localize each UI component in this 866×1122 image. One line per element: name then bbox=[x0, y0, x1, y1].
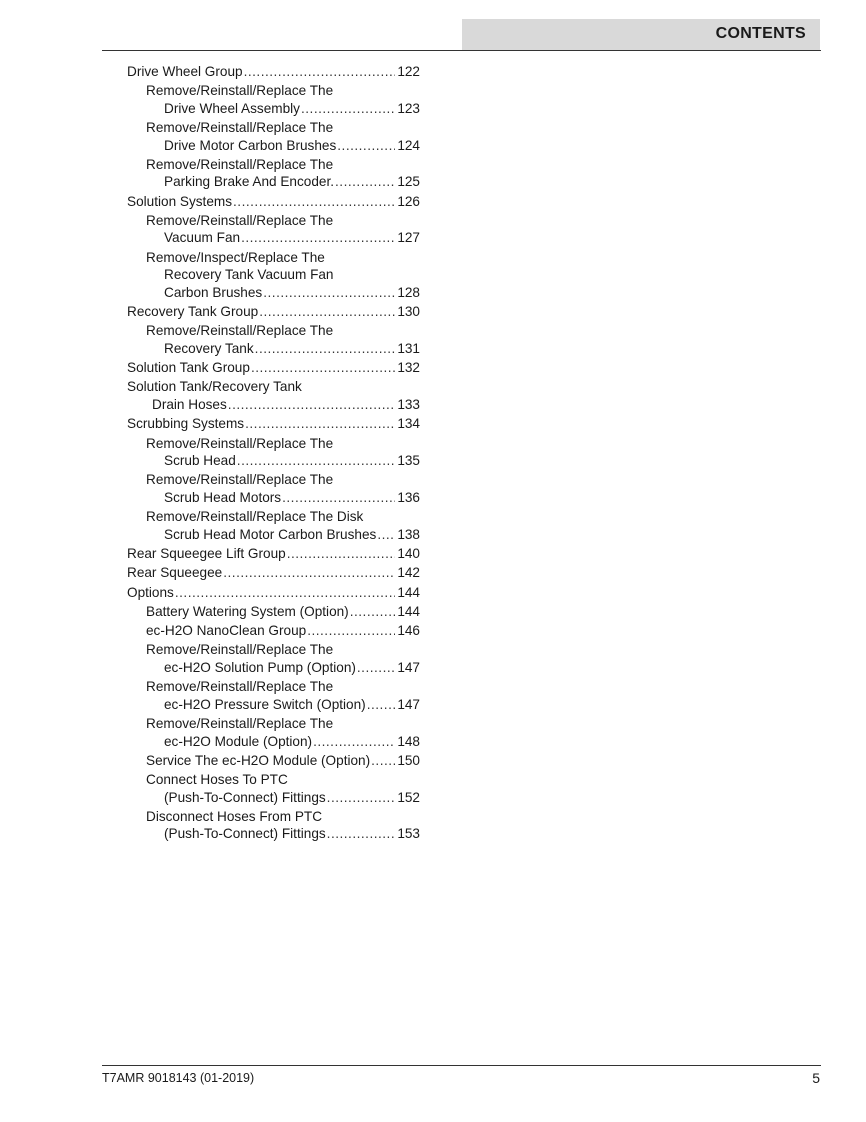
toc-page-number: 122 bbox=[397, 64, 420, 79]
toc-entry-text bbox=[146, 508, 420, 543]
dot-leader bbox=[350, 603, 396, 621]
toc-entry[interactable] bbox=[127, 622, 420, 640]
toc-entry-text bbox=[146, 641, 420, 676]
toc-entry-line: Connect Hoses To PTC bbox=[146, 772, 288, 788]
toc-entry[interactable] bbox=[127, 119, 420, 154]
toc-entry-line: (Push-To-Connect) Fittings bbox=[164, 826, 326, 842]
toc-entry-line: Remove/Inspect/Replace The bbox=[146, 249, 325, 265]
toc-page-number: 127 bbox=[397, 230, 420, 246]
toc-entry-text bbox=[146, 752, 420, 770]
header-divider bbox=[102, 50, 821, 51]
dot-leader bbox=[263, 284, 395, 302]
toc-page-number: 144 bbox=[397, 603, 420, 619]
toc-entry-text bbox=[127, 63, 420, 81]
toc-entry[interactable] bbox=[127, 82, 420, 117]
table-of-contents bbox=[127, 63, 420, 845]
toc-page-number: 133 bbox=[397, 396, 420, 412]
toc-page-number: 140 bbox=[397, 545, 420, 561]
toc-entry-line: ec-H2O Pressure Switch (Option) bbox=[164, 696, 366, 712]
dot-leader bbox=[327, 789, 396, 807]
toc-entry-line: Scrubbing Systems bbox=[127, 416, 245, 432]
toc-entry[interactable] bbox=[127, 435, 420, 470]
toc-entry-line: ec-H2O Solution Pump (Option) bbox=[164, 659, 356, 675]
toc-entry[interactable] bbox=[127, 303, 420, 321]
toc-entry-text bbox=[127, 193, 420, 211]
dot-leader bbox=[244, 63, 396, 81]
dot-leader bbox=[255, 340, 396, 358]
toc-entry[interactable] bbox=[127, 359, 420, 377]
toc-entry[interactable] bbox=[127, 249, 420, 302]
toc-entry-line: Remove/Reinstall/Replace The bbox=[146, 435, 334, 451]
toc-entry-line: Recovery Tank Group bbox=[127, 304, 259, 320]
toc-page-number: 123 bbox=[397, 100, 420, 116]
dot-leader bbox=[233, 193, 395, 211]
toc-page-number: 128 bbox=[397, 284, 420, 300]
toc-entry[interactable] bbox=[127, 752, 420, 770]
toc-entry-line: Scrub Head Motor Carbon Brushes bbox=[164, 526, 377, 542]
toc-entry[interactable] bbox=[127, 193, 420, 211]
header-tab bbox=[462, 19, 820, 50]
toc-entry-line: Remove/Reinstall/Replace The bbox=[146, 212, 334, 228]
toc-entry[interactable] bbox=[127, 678, 420, 713]
toc-entry-text bbox=[146, 622, 420, 640]
toc-entry-text bbox=[146, 212, 420, 247]
toc-entry-line: Scrub Head Motors bbox=[164, 489, 282, 505]
toc-page-number: 144 bbox=[397, 584, 420, 600]
dot-leader bbox=[241, 229, 395, 247]
toc-entry[interactable] bbox=[127, 471, 420, 506]
toc-entry[interactable] bbox=[127, 603, 420, 621]
toc-entry-text bbox=[146, 715, 420, 750]
toc-entry-text bbox=[127, 378, 420, 413]
toc-entry-line: Drive Motor Carbon Brushes bbox=[164, 137, 337, 153]
dot-leader bbox=[228, 396, 396, 414]
toc-entry-text bbox=[127, 359, 420, 377]
toc-entry[interactable] bbox=[127, 156, 420, 191]
toc-entry-text bbox=[146, 435, 420, 470]
toc-entry[interactable] bbox=[127, 545, 420, 563]
dot-leader bbox=[337, 137, 395, 155]
dot-leader bbox=[175, 584, 395, 602]
toc-entry-line: Remove/Reinstall/Replace The bbox=[146, 156, 334, 172]
toc-entry-line: Remove/Reinstall/Replace The bbox=[146, 472, 334, 488]
toc-entry-line: Disconnect Hoses From PTC bbox=[146, 808, 323, 824]
toc-entry-line: Vacuum Fan bbox=[164, 230, 241, 246]
dot-leader bbox=[307, 622, 395, 640]
toc-page-number: 134 bbox=[397, 416, 420, 432]
toc-entry-line: Parking Brake And Encoder. bbox=[164, 174, 335, 190]
toc-entry-line: Remove/Reinstall/Replace The bbox=[146, 83, 334, 99]
toc-entry-line: (Push-To-Connect) Fittings bbox=[164, 789, 326, 805]
toc-entry-text bbox=[146, 322, 420, 357]
toc-entry-line: Rear Squeegee bbox=[127, 565, 223, 581]
toc-entry-line: Recovery Tank Vacuum Fan bbox=[164, 267, 334, 283]
dot-leader bbox=[223, 564, 395, 582]
toc-entry-line: Remove/Reinstall/Replace The Disk bbox=[146, 509, 364, 525]
toc-page-number: 152 bbox=[397, 789, 420, 805]
toc-entry[interactable] bbox=[127, 584, 420, 602]
toc-entry-text bbox=[146, 471, 420, 506]
toc-entry-line: Scrub Head bbox=[164, 453, 236, 469]
toc-entry-line: Remove/Reinstall/Replace The bbox=[146, 120, 334, 136]
toc-entry[interactable] bbox=[127, 508, 420, 543]
toc-page-number: 136 bbox=[397, 489, 420, 505]
toc-page-number: 138 bbox=[397, 526, 420, 542]
dot-leader bbox=[371, 752, 395, 770]
dot-leader bbox=[335, 173, 395, 191]
toc-entry-line: Drive Wheel Assembly bbox=[164, 100, 300, 116]
toc-entry-text bbox=[146, 678, 420, 713]
toc-entry-line: Remove/Reinstall/Replace The bbox=[146, 642, 334, 658]
dot-leader bbox=[313, 733, 395, 751]
toc-entry[interactable] bbox=[127, 63, 420, 81]
toc-page-number: 150 bbox=[397, 752, 420, 768]
toc-entry-text bbox=[127, 564, 420, 582]
dot-leader bbox=[357, 659, 395, 677]
toc-entry-text bbox=[127, 545, 420, 563]
toc-entry-text bbox=[127, 303, 420, 321]
toc-entry-line: ec-H2O NanoClean Group bbox=[146, 623, 307, 639]
toc-page-number: 147 bbox=[397, 659, 420, 675]
dot-leader bbox=[301, 100, 395, 118]
toc-entry-line: Recovery Tank bbox=[164, 340, 254, 356]
toc-entry-text bbox=[146, 603, 420, 621]
toc-entry-line: Battery Watering System (Option) bbox=[146, 603, 349, 619]
toc-entry[interactable] bbox=[127, 564, 420, 582]
toc-entry-line: Service The ec-H2O Module (Option) bbox=[146, 752, 371, 768]
toc-page-number: 125 bbox=[397, 174, 420, 190]
toc-entry-line: Remove/Reinstall/Replace The bbox=[146, 323, 334, 339]
dot-leader bbox=[245, 415, 395, 433]
dot-leader bbox=[377, 526, 395, 544]
toc-entry-text bbox=[127, 415, 420, 433]
toc-entry[interactable] bbox=[127, 808, 420, 843]
toc-page-number: 126 bbox=[397, 193, 420, 209]
toc-page-number: 131 bbox=[397, 340, 420, 356]
toc-entry[interactable] bbox=[127, 771, 420, 806]
toc-entry[interactable] bbox=[127, 415, 420, 433]
toc-entry-line: Options bbox=[127, 584, 174, 600]
dot-leader bbox=[237, 452, 396, 470]
toc-entry-line: ec-H2O Module (Option) bbox=[164, 733, 313, 749]
toc-page-number: 148 bbox=[397, 733, 420, 749]
toc-entry[interactable] bbox=[127, 715, 420, 750]
dot-leader bbox=[282, 489, 395, 507]
toc-page-number: 147 bbox=[397, 696, 420, 712]
toc-entry-line: Remove/Reinstall/Replace The bbox=[146, 716, 334, 732]
dot-leader bbox=[327, 825, 396, 843]
toc-entry-line: Solution Systems bbox=[127, 193, 233, 209]
toc-entry-text bbox=[146, 771, 420, 806]
toc-page-number: 132 bbox=[397, 360, 420, 376]
dot-leader bbox=[287, 545, 396, 563]
toc-entry[interactable] bbox=[127, 322, 420, 357]
toc-entry[interactable] bbox=[127, 378, 420, 413]
footer-divider bbox=[102, 1065, 821, 1066]
toc-page-number: 142 bbox=[397, 565, 420, 581]
toc-entry-text bbox=[146, 249, 420, 302]
toc-entry-text bbox=[146, 808, 420, 843]
dot-leader bbox=[251, 359, 395, 377]
toc-entry-line: Rear Squeegee Lift Group bbox=[127, 545, 286, 561]
toc-page-number: 130 bbox=[397, 304, 420, 320]
toc-entry-line: Remove/Reinstall/Replace The bbox=[146, 679, 334, 695]
page-title: CONTENTS bbox=[715, 25, 806, 42]
toc-entry-text bbox=[146, 156, 420, 191]
toc-entry-line: Solution Tank/Recovery Tank bbox=[127, 379, 302, 395]
dot-leader bbox=[259, 303, 395, 321]
toc-entry-line: Carbon Brushes bbox=[164, 284, 263, 300]
toc-page-number: 135 bbox=[397, 453, 420, 469]
toc-entry-text bbox=[146, 119, 420, 154]
toc-page-number: 153 bbox=[397, 826, 420, 842]
toc-entry-line: Solution Tank Group bbox=[127, 360, 250, 376]
page-number: 5 bbox=[812, 1070, 820, 1086]
toc-entry[interactable] bbox=[127, 641, 420, 676]
toc-page-number: 146 bbox=[397, 623, 420, 639]
document-id: T7AMR 9018143 (01-2019) bbox=[102, 1071, 255, 1085]
toc-entry-text bbox=[146, 82, 420, 117]
toc-entry-line: Drive Wheel Group bbox=[127, 64, 243, 79]
toc-page-number: 124 bbox=[397, 137, 420, 153]
dot-leader bbox=[367, 696, 396, 714]
toc-entry-line: Drain Hoses bbox=[152, 396, 227, 412]
toc-entry-text bbox=[127, 584, 420, 602]
toc-entry[interactable] bbox=[127, 212, 420, 247]
